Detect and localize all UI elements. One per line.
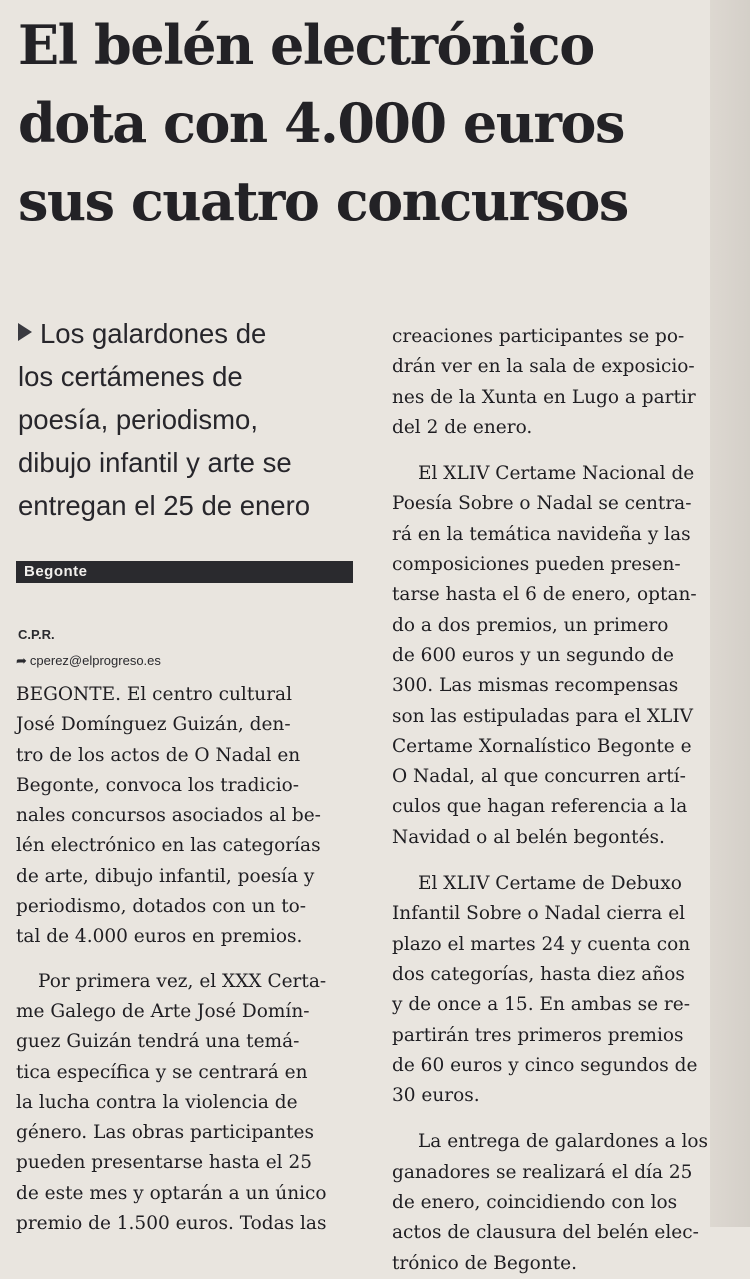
- text-line: La entrega de galardones a los: [418, 1131, 709, 1153]
- paragraph: [392, 1127, 732, 1278]
- text-line: trónico de Begonte.: [392, 1252, 577, 1274]
- author-email-text: cperez@elprogreso.es: [29, 653, 161, 668]
- article-column-right: [392, 322, 732, 1279]
- author-email[interactable]: [16, 653, 161, 669]
- text-line: guez Guizán tendrá una temá-: [16, 1031, 300, 1053]
- article-column-left: [16, 680, 356, 1239]
- section-label: Begonte: [16, 561, 353, 583]
- paragraph: [16, 680, 356, 953]
- subheadline-line: entregan el 25 de enero: [18, 490, 311, 521]
- headline-line: sus cuatro concursos: [18, 169, 628, 233]
- text-line: premio de 1.500 euros. Todas las: [16, 1213, 327, 1235]
- headline: [18, 6, 718, 240]
- text-line: composiciones pueden presen-: [392, 554, 681, 576]
- text-line: do a dos premios, un primero: [392, 614, 669, 636]
- text-line: de enero, coincidiendo con los: [392, 1192, 678, 1214]
- headline-line: dota con 4.000 euros: [18, 91, 624, 155]
- paragraph: [392, 869, 732, 1111]
- text-line: Certame Xornalístico Begonte e: [392, 735, 692, 757]
- text-line: Begonte, convoca los tradicio-: [16, 774, 300, 796]
- text-line: Navidad o al belén begontés.: [392, 826, 665, 848]
- text-line: pueden presentarse hasta el 25: [16, 1152, 312, 1174]
- text-line: tro de los actos de O Nadal en: [16, 744, 301, 766]
- paragraph: [392, 322, 732, 443]
- text-line: nales concursos asociados al be-: [16, 805, 321, 827]
- text-line: del 2 de enero.: [392, 416, 533, 438]
- subheadline-line: poesía, periodismo,: [18, 404, 258, 435]
- text-line: El XLIV Certame Nacional de: [418, 463, 695, 485]
- text-line: tica específica y se centrará en: [16, 1061, 308, 1083]
- text-line: Poesía Sobre o Nadal se centra-: [392, 493, 692, 515]
- text-line: 30 euros.: [392, 1085, 480, 1107]
- text-line: lén electrónico en las categorías: [16, 835, 321, 857]
- text-line: de 600 euros y un segundo de: [392, 644, 674, 666]
- text-line: de arte, dibujo infantil, poesía y: [16, 865, 315, 887]
- text-line: José Domínguez Guizán, den-: [16, 714, 291, 736]
- text-line: de 60 euros y cinco segundos de: [392, 1054, 698, 1076]
- text-line: culos que hagan referencia a la: [392, 796, 688, 818]
- subheadline: [18, 312, 363, 527]
- text-line: drán ver en la sala de exposicio-: [392, 356, 695, 378]
- paragraph: [392, 459, 732, 853]
- text-line: periodismo, dotados con un to-: [16, 896, 307, 918]
- author-byline: C.P.R.: [18, 627, 55, 642]
- text-line: tal de 4.000 euros en premios.: [16, 926, 303, 948]
- text-line: actos de clausura del belén elec-: [392, 1222, 699, 1244]
- text-line: ganadores se realizará el día 25: [392, 1161, 693, 1183]
- text-line: rá en la temática navideña y las: [392, 523, 691, 545]
- text-line: El XLIV Certame de Debuxo: [418, 873, 682, 895]
- text-line: plazo el martes 24 y cuenta con: [392, 933, 691, 955]
- mail-arrow-icon: ➦: [16, 653, 27, 668]
- text-line: género. Las obras participantes: [16, 1122, 314, 1144]
- text-line: 300. Las mismas recompensas: [392, 675, 679, 697]
- paragraph: [16, 967, 356, 1240]
- subheadline-line: Los galardones de: [18, 312, 363, 355]
- bullet-triangle-icon: [18, 323, 32, 341]
- text-line: O Nadal, al que concurren artí-: [392, 766, 686, 788]
- text-line: dos categorías, hasta diez años: [392, 963, 685, 985]
- text-line: BEGONTE. El centro cultural: [16, 684, 292, 705]
- text-line: partirán tres primeros premios: [392, 1024, 684, 1046]
- subheadline-line: dibujo infantil y arte se: [18, 447, 292, 478]
- subheadline-line: los certámenes de: [18, 361, 243, 392]
- text-line: la lucha contra la violencia de: [16, 1091, 298, 1113]
- text-line: y de once a 15. En ambas se re-: [392, 994, 690, 1016]
- text-line: nes de la Xunta en Lugo a partir: [392, 386, 696, 408]
- text-line: son las estipuladas para el XLIV: [392, 705, 693, 727]
- text-line: me Galego de Arte José Domín-: [16, 1000, 310, 1022]
- text-line: tarse hasta el 6 de enero, optan-: [392, 584, 697, 606]
- text-line: creaciones participantes se po-: [392, 326, 685, 347]
- text-line: Por primera vez, el XXX Certa-: [38, 970, 327, 992]
- text-line: Infantil Sobre o Nadal cierra el: [392, 903, 686, 925]
- headline-line: El belén electrónico: [18, 13, 594, 77]
- text-line: de este mes y optarán a un único: [16, 1182, 327, 1204]
